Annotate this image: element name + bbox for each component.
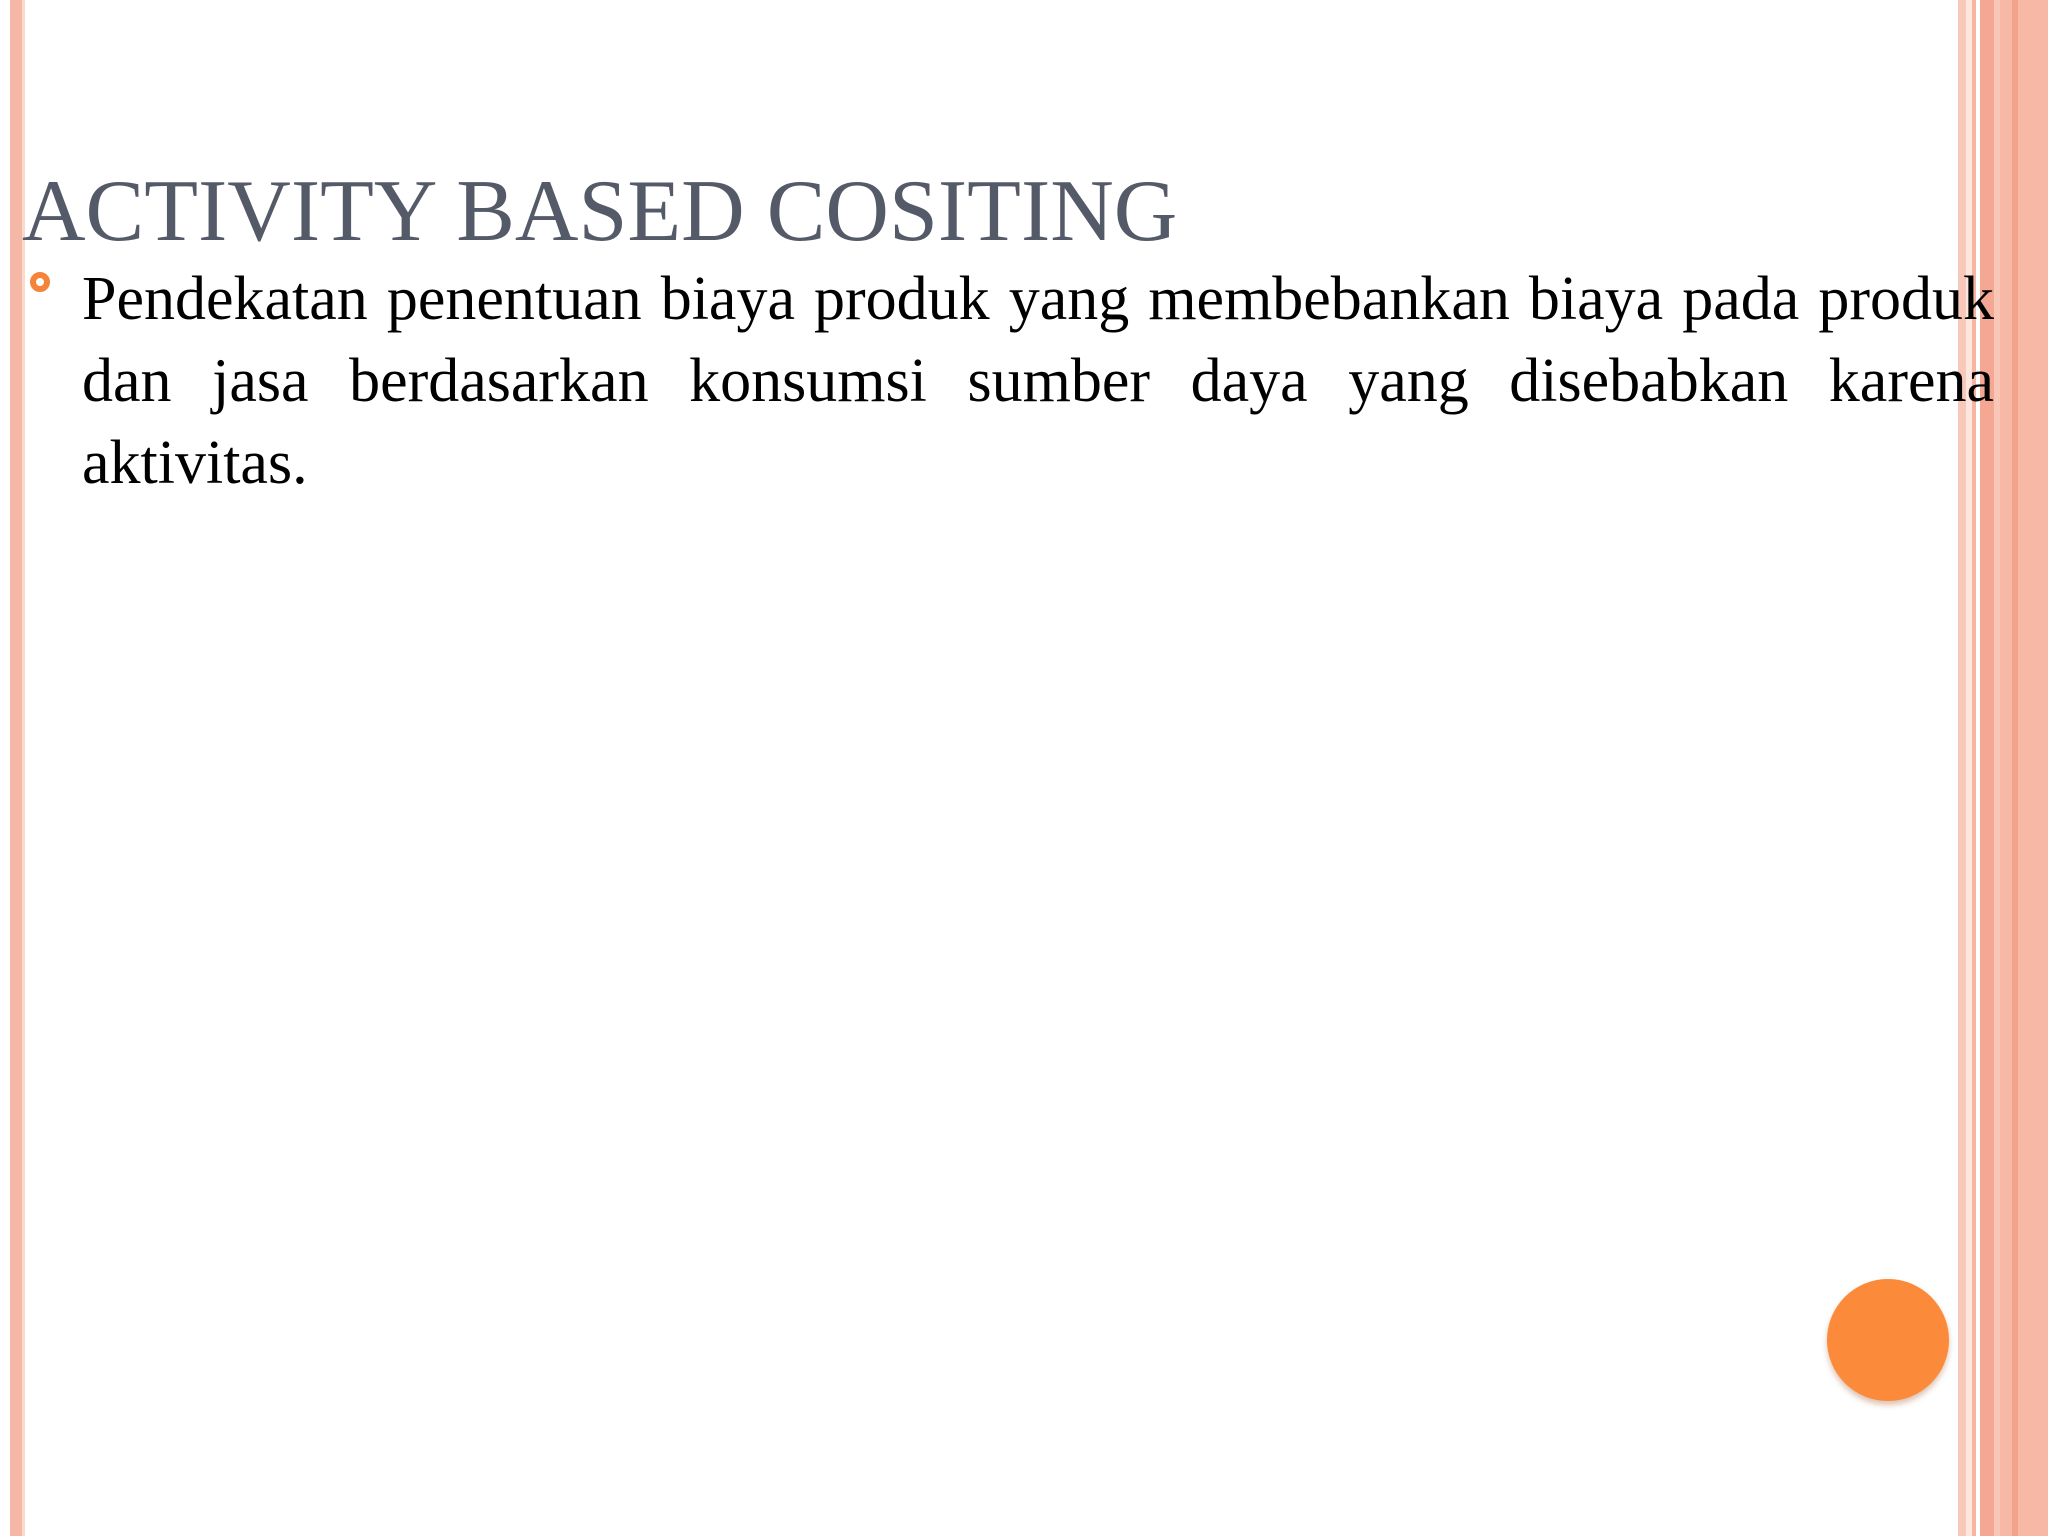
right-stripe-decoration <box>1958 0 1966 1536</box>
right-stripe-decoration <box>1972 0 1976 1536</box>
orange-circle-decoration <box>1827 1279 1949 1401</box>
right-stripe-decoration <box>2012 0 2018 1536</box>
bullet-item <box>22 258 1994 504</box>
bullet-list <box>22 258 1994 504</box>
bullet-text: Pendekatan penentuan biaya produk yang membebankan biaya pada produk dan jasa berdasarkan konsumsi sumber daya yang disebabkan karena aktivitas. <box>82 265 1994 497</box>
slide-title: ACTIVITY BASED COSITING <box>22 163 1178 260</box>
right-stripe-decoration <box>1980 0 1994 1536</box>
right-stripe-decoration <box>2000 0 2048 1536</box>
ring-bullet-icon <box>30 272 50 292</box>
